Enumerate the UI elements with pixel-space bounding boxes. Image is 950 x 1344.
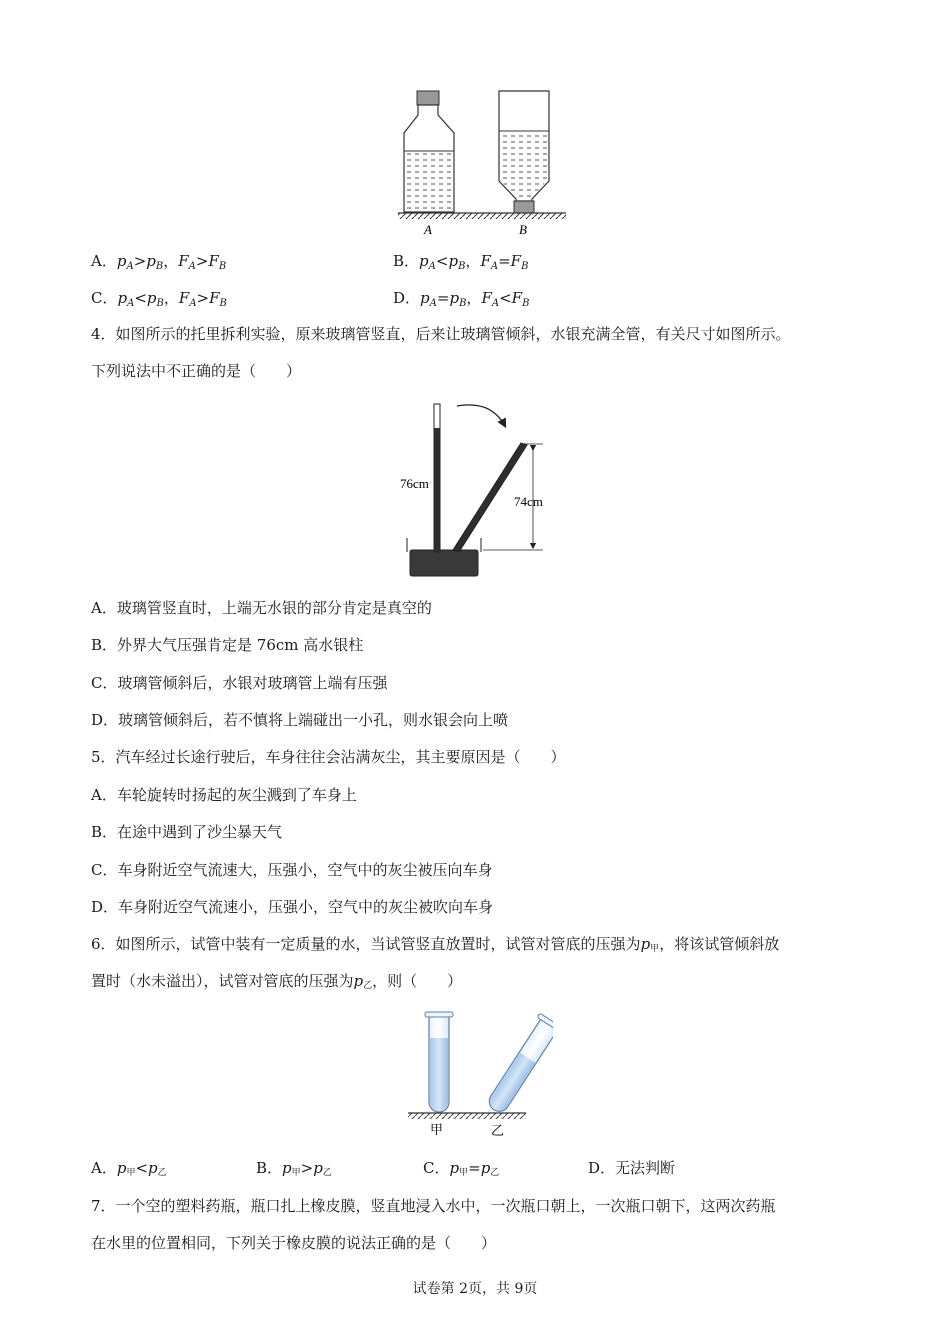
q4-option-a[interactable]: A．玻璃管竖直时，上端无水银的部分肯定是真空的 (91, 599, 432, 617)
label-74cm: 74cm (514, 494, 543, 509)
q7-stem-line1: 7．一个空的塑料药瓶，瓶口扎上橡皮膜，竖直地浸入水中，一次瓶口朝上，一次瓶口朝下，这两次药瓶 (91, 1197, 776, 1215)
label-yi: 乙 (491, 1124, 505, 1139)
q6-option-d[interactable]: D．无法判断 (588, 1159, 676, 1177)
q4-stem-line1: 4．如图所示的托里拆利实验，原来玻璃管竖直，后来让玻璃管倾斜，水银充满全管，有关尺寸如图所示。 (91, 325, 791, 343)
q4-option-c[interactable]: C．玻璃管倾斜后，水银对玻璃管上端有压强 (91, 674, 388, 692)
label-a: A (424, 222, 432, 237)
q6-option-b[interactable]: B．p甲>p乙 (256, 1159, 332, 1178)
q3-option-b[interactable]: B．$p_A<p_B$，$F_A=F_B$ (393, 252, 529, 272)
q5-option-a[interactable]: A．车轮旋转时扬起的灰尘溅到了车身上 (91, 786, 357, 804)
q5-stem: 5．汽车经过长途行驶后，车身往往会沾满灰尘，其主要原因是（ ） (91, 748, 566, 766)
label-jia: 甲 (430, 1123, 444, 1138)
q5-option-b[interactable]: B．在途中遇到了沙尘暴天气 (91, 823, 283, 841)
q6-stem-line2: 置时（水未溢出），试管对管底的压强为p乙，则（ ） (91, 972, 463, 991)
label-76cm: 76cm (400, 476, 429, 491)
q3-option-a[interactable]: A．$p_A>p_B$，$F_A>F_B$ (91, 252, 227, 272)
q5-option-c[interactable]: C．车身附近空气流速大，压强小，空气中的灰尘被压向车身 (91, 861, 493, 879)
tube-yi (482, 1013, 553, 1117)
q6-option-a[interactable]: A．p甲<p乙 (91, 1159, 167, 1178)
q5-option-d[interactable]: D．车身附近空气流速小，压强小，空气中的灰尘被吹向车身 (91, 898, 494, 916)
ground (398, 213, 566, 219)
bottle-b (499, 91, 549, 213)
q6-option-c[interactable]: C．p甲=p乙 (423, 1159, 500, 1178)
q6-stem-line1: 6．如图所示，试管中装有一定质量的水，当试管竖直放置时，试管对管底的压强为p甲，将该试管倾斜放 (91, 935, 780, 954)
q7-stem-line2: 在水里的位置相同，下列关于橡皮膜的说法正确的是（ ） (91, 1234, 497, 1252)
torricelli-figure (395, 398, 560, 580)
q4-option-d[interactable]: D．玻璃管倾斜后，若不慎将上端碰出一小孔，则水银会向上喷 (91, 711, 509, 729)
bottle-a (404, 91, 454, 212)
q3-option-c[interactable]: C．$p_A<p_B$，$F_A>F_B$ (91, 289, 227, 309)
page-footer: 试卷第 2页，共 9页 (412, 1281, 538, 1297)
label-b: B (519, 222, 527, 237)
q3-option-d[interactable]: D．$p_A=p_B$，$F_A<F_B$ (393, 289, 530, 309)
q4-stem-line2: 下列说法中不正确的是（ ） (91, 362, 302, 380)
bottles-figure (390, 85, 570, 240)
tube-jia (425, 1012, 453, 1112)
test-tubes-figure (403, 1008, 553, 1143)
q4-option-b[interactable]: B．外界大气压强肯定是 76cm 高水银柱 (91, 636, 364, 654)
